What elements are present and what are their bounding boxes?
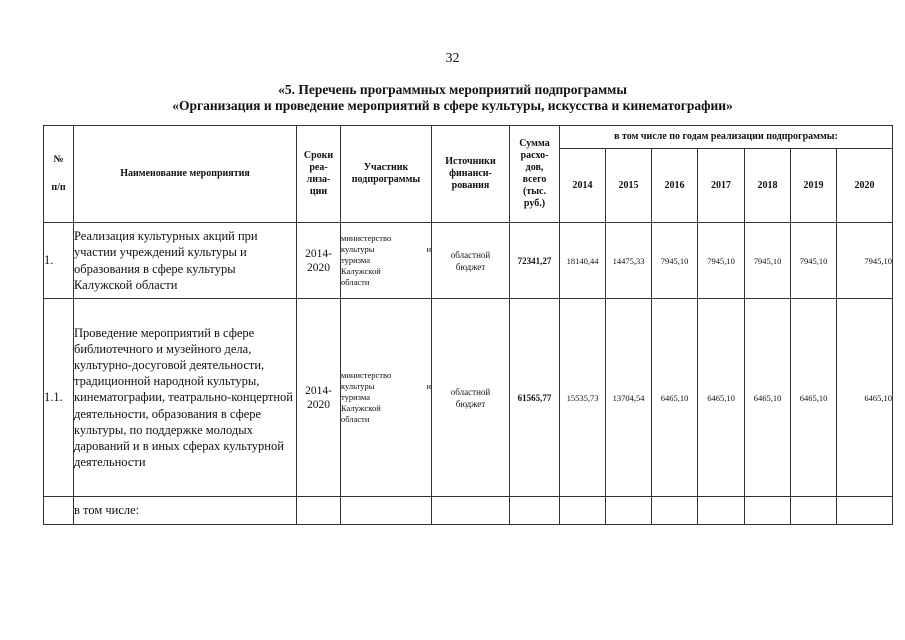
year-value: 15535,73 (560, 299, 606, 497)
total-sum: 61565,77 (510, 299, 560, 497)
header-sum-line: дов, (525, 162, 544, 173)
measure-participant (341, 223, 432, 299)
header-term-line: Сроки (303, 150, 334, 161)
year-value: 7945,10 (837, 223, 893, 299)
row-number: 1. (44, 223, 74, 299)
term-line: 2014- (305, 384, 332, 397)
term-line: 2020 (307, 261, 330, 274)
header-term-line: лиза- (306, 174, 331, 185)
year-value: 7945,10 (745, 223, 791, 299)
measure-name: Проведение мероприятий в сфере библиотечного и музейного дела, культурно-досуговой деятельности, традиционной народной культуры, кинематографии, театрально-концертной деятельности, образования в сфере культуры, по поддержке молодых дарований и в иных сферах культурной деятельности (74, 299, 297, 497)
header-measure-name: Наименование мероприятия (74, 126, 297, 223)
header-year: 2017 (698, 149, 745, 223)
participant-line: Калужской (341, 266, 381, 276)
header-term-line: ции (309, 186, 328, 197)
year-value: 7945,10 (791, 223, 837, 299)
title-line-2: «Организация и проведение мероприятий в сфере культуры, искусства и кинематографии» (172, 98, 733, 113)
empty-cell (837, 497, 893, 525)
participant-line: культуры и (341, 244, 431, 254)
header-participant (341, 126, 432, 223)
header-funding-source (432, 126, 510, 223)
page-number: 32 (445, 51, 460, 66)
header-year: 2016 (652, 149, 698, 223)
year-value: 6465,10 (791, 299, 837, 497)
row-number (44, 497, 74, 525)
header-term (297, 126, 341, 223)
header-year: 2020 (837, 149, 893, 223)
table-row (44, 223, 893, 299)
table-row (44, 299, 893, 497)
year-value: 6465,10 (698, 299, 745, 497)
empty-cell (560, 497, 606, 525)
empty-cell (341, 497, 432, 525)
year-value: 14475,33 (606, 223, 652, 299)
year-value: 6465,10 (745, 299, 791, 497)
header-source-line: Источники (445, 156, 496, 167)
participant-line: области (341, 277, 370, 287)
empty-cell (652, 497, 698, 525)
header-year: 2018 (745, 149, 791, 223)
header-number-pp: п/п (51, 182, 66, 193)
header-sum-line: руб.) (523, 198, 546, 209)
measure-term (297, 299, 341, 497)
funding-source (432, 223, 510, 299)
source-line: бюджет (455, 398, 486, 409)
term-line: 2020 (307, 398, 330, 411)
header-sum-line: расхо- (520, 150, 549, 161)
header-by-years: в том числе по годам реализации подпрограммы: (560, 126, 893, 149)
year-value: 7945,10 (652, 223, 698, 299)
source-line: областной (450, 386, 491, 397)
source-line: бюджет (455, 261, 486, 272)
participant-line: Калужской (341, 403, 381, 413)
header-year: 2015 (606, 149, 652, 223)
participant-line: туризма (341, 255, 370, 265)
term-line: 2014- (305, 247, 332, 260)
header-number (44, 126, 74, 223)
empty-cell (297, 497, 341, 525)
participant-line: министерство (341, 233, 392, 243)
header-participant-line: Участник (363, 162, 409, 173)
empty-cell (510, 497, 560, 525)
total-sum: 72341,27 (510, 223, 560, 299)
empty-cell (432, 497, 510, 525)
row-number: 1.1. (44, 299, 74, 497)
title-line-1: «5. Перечень программных мероприятий подпрограммы (278, 82, 627, 97)
empty-cell (698, 497, 745, 525)
participant-line: области (341, 414, 370, 424)
source-line: областной (450, 249, 491, 260)
header-participant-line: подпрограммы (351, 174, 421, 185)
funding-source (432, 299, 510, 497)
year-value: 6465,10 (652, 299, 698, 497)
header-sum-line: (тыс. (523, 186, 546, 197)
empty-cell (745, 497, 791, 525)
program-measures-table (43, 125, 893, 525)
empty-cell (791, 497, 837, 525)
header-sum-line: всего (522, 174, 547, 185)
year-value: 7945,10 (698, 223, 745, 299)
measure-name: Реализация культурных акций при участии учреждений культуры и образования в сфере культуры Калужской области (74, 223, 297, 299)
header-sum-line: Сумма (519, 138, 550, 149)
measure-term (297, 223, 341, 299)
header-year: 2014 (560, 149, 606, 223)
header-source-line: рования (451, 180, 490, 191)
measure-participant (341, 299, 432, 497)
header-number-symbol: № (53, 154, 64, 165)
header-source-line: финанси- (449, 168, 492, 179)
participant-line: туризма (341, 392, 370, 402)
header-term-line: реа- (309, 162, 328, 173)
page-title (0, 82, 905, 114)
measure-name: в том числе: (74, 497, 297, 525)
participant-line: министерство (341, 370, 392, 380)
header-year: 2019 (791, 149, 837, 223)
year-value: 18140,44 (560, 223, 606, 299)
participant-line: культуры и (341, 381, 431, 391)
year-value: 6465,10 (837, 299, 893, 497)
header-total-sum (510, 126, 560, 223)
year-value: 13704,54 (606, 299, 652, 497)
empty-cell (606, 497, 652, 525)
table-row (44, 497, 893, 525)
